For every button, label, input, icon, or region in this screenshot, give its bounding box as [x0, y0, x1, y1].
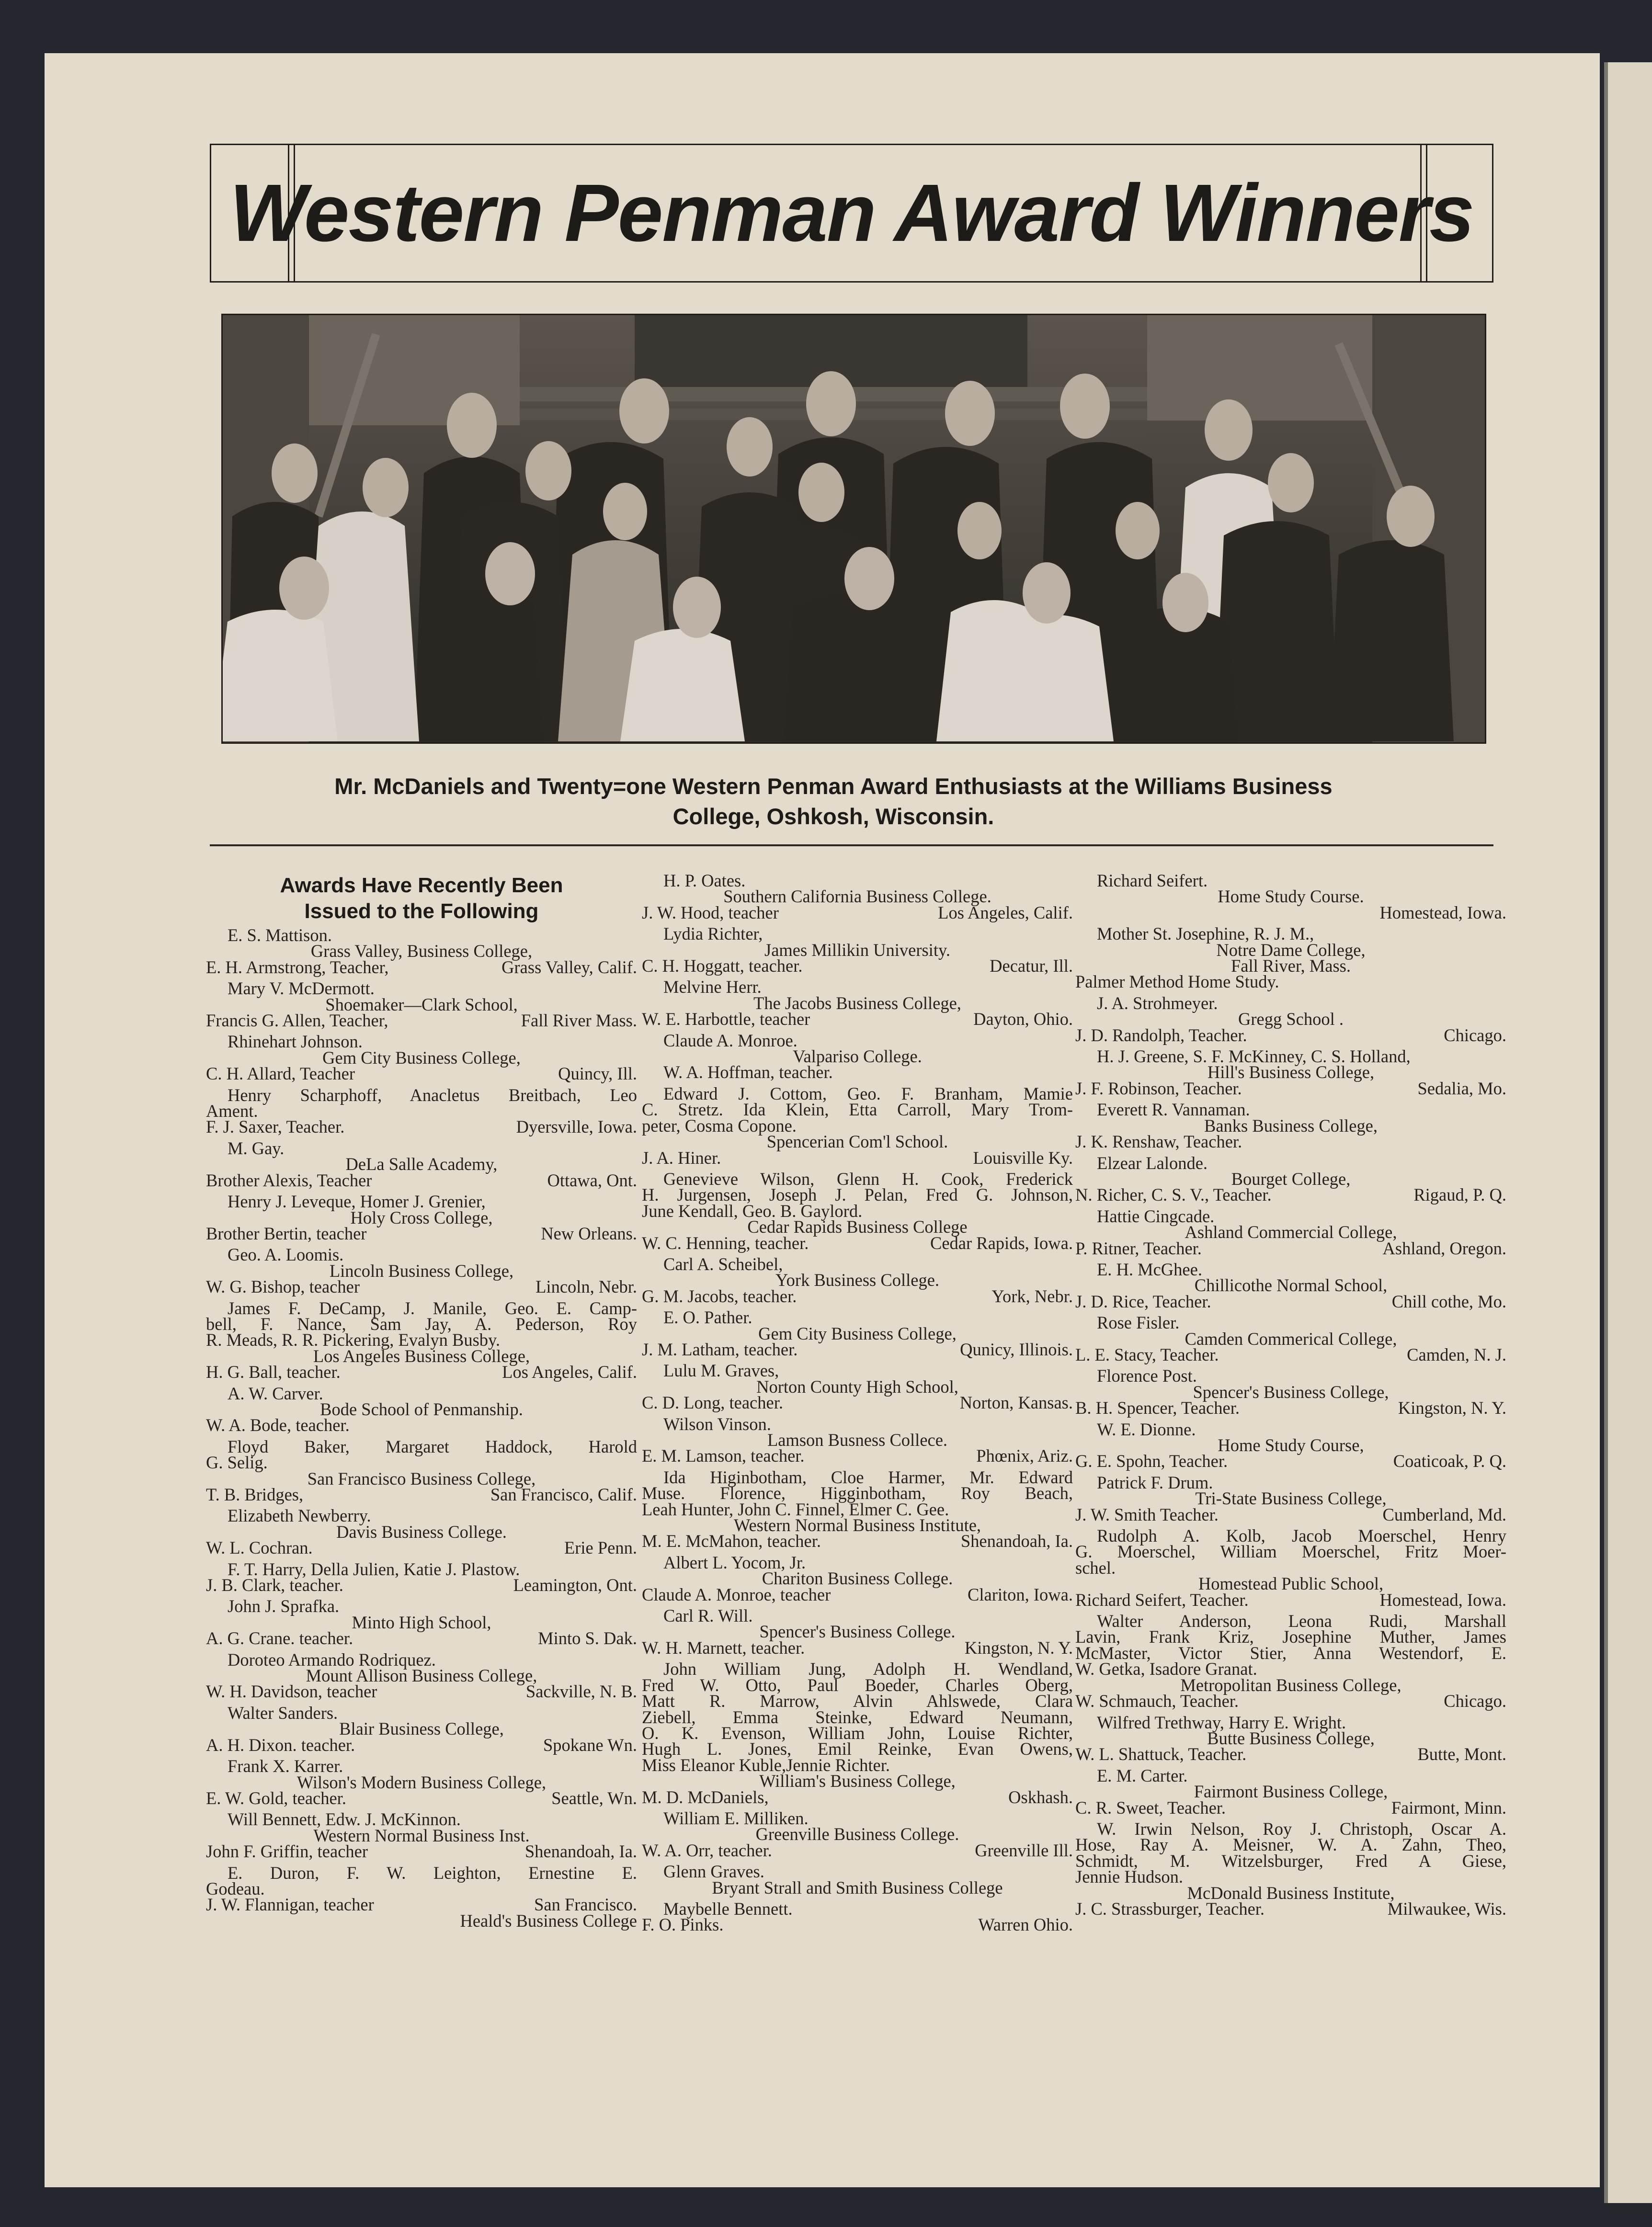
teacher-line: [642, 958, 1073, 974]
teacher-name: W. Schmauch, Teacher.: [1075, 1691, 1239, 1711]
location: Milwaukee, Wis.: [1387, 1898, 1506, 1919]
text-line: R. Meads, R. R. Pickering, Evalyn Busby.: [206, 1330, 501, 1350]
teacher-name: J. W. Flannigan, teacher: [206, 1895, 374, 1915]
student-names: Elzear Lalonde.: [1097, 1153, 1208, 1173]
location: Spokane Wn.: [543, 1735, 637, 1755]
teacher-line: [206, 1011, 637, 1031]
award-list: [1075, 873, 1506, 1917]
location: Los Angeles, Calif.: [502, 1362, 637, 1382]
section-divider: [210, 844, 1493, 846]
student-names: James F. DeCamp, J. Manile, Geo. E. Camp-: [228, 1298, 637, 1318]
student-names: F. T. Harry, Della Julien, Katie J. Plastow.: [228, 1559, 520, 1579]
location: New Orleans.: [541, 1223, 637, 1243]
student-names: Geo. A. Loomis.: [228, 1245, 344, 1265]
teacher-line: [642, 902, 1073, 922]
teacher-line: [206, 1279, 637, 1295]
school-name: DeLa Salle Academy,: [345, 1154, 498, 1174]
school-name: Metropolitan Business College,: [1180, 1675, 1401, 1695]
teacher-line: [206, 1737, 637, 1753]
student-names: Doroteo Armando Rodriquez.: [228, 1649, 436, 1670]
text-column-1: [206, 873, 637, 1929]
award-list: [642, 873, 1073, 1933]
text-line: Ament.: [206, 1101, 258, 1121]
student-names: A. W. Carver.: [228, 1383, 323, 1403]
student-names: Rudolph A. Kolb, Jacob Moerschel, Henry: [1097, 1526, 1506, 1546]
teacher-line: [206, 1540, 637, 1556]
teacher-name: J. A. Hiner.: [642, 1148, 721, 1168]
text-line: peter, Cosma Copone.: [642, 1115, 797, 1136]
award-list: [206, 927, 637, 1929]
student-names: Lydia Richter,: [663, 924, 763, 944]
teacher-name: J. W. Smith Teacher.: [1075, 1504, 1219, 1524]
caption-line: Mr. McDaniels and Twenty=one Western Penman Award Enthusiasts at the Williams Business: [334, 773, 1333, 799]
student-names: H. P. Oates.: [663, 871, 746, 890]
teacher-name: Francis G. Allen, Teacher,: [206, 1011, 388, 1031]
text-column-3: [1075, 873, 1506, 1917]
teacher-line: [1075, 1693, 1506, 1709]
location: Clariton, Iowa.: [968, 1584, 1073, 1604]
text-line: W. A. Bode, teacher.: [206, 1415, 350, 1435]
location: Coaticoak, P. Q.: [1393, 1451, 1506, 1471]
location: Kingston, N. Y.: [1398, 1398, 1506, 1418]
location: Cumberland, Md.: [1382, 1504, 1506, 1524]
student-names: Fred W. Otto, Paul Boeder, Charles Oberg,: [642, 1675, 1073, 1695]
student-names: Carl A. Scheibel,: [663, 1254, 783, 1274]
location: Grass Valley, Calif.: [501, 957, 637, 977]
student-names: E. O. Pather.: [663, 1307, 752, 1328]
teacher-name: A. H. Dixon. teacher.: [206, 1735, 355, 1755]
student-names: William E. Milliken.: [663, 1808, 809, 1828]
heading-line: Issued to the Following: [304, 899, 539, 923]
student-names: C. Stretz. Ida Klein, Etta Carroll, Mary Trom-: [642, 1100, 1073, 1120]
page-gutter-shadow: [1604, 62, 1608, 2203]
location: Kingston, N. Y.: [964, 1637, 1073, 1658]
teacher-name: G. E. Spohn, Teacher.: [1075, 1451, 1228, 1471]
location: Homestead, Iowa.: [1379, 1590, 1506, 1610]
location: Seattle, Wn.: [551, 1788, 637, 1808]
student-names: Maybelle Bennett.: [663, 1898, 793, 1919]
teacher-line: [1075, 1291, 1506, 1311]
teacher-line: [206, 1172, 637, 1188]
student-names: Will Bennett, Edw. J. McKinnon.: [228, 1809, 461, 1829]
teacher-name: C. D. Long, teacher.: [642, 1393, 783, 1413]
teacher-line: [1075, 1080, 1506, 1096]
school-name: York Business College.: [775, 1270, 940, 1290]
teacher-line: [206, 1841, 637, 1862]
school-location: Heald's Business College: [460, 1910, 637, 1931]
school-name: Southern California Business College.: [723, 886, 991, 907]
student-names: W. E. Dionne.: [1097, 1419, 1196, 1439]
teacher-line: [642, 1235, 1073, 1251]
awards-heading: [206, 873, 637, 924]
teacher-name: E. M. Lamson, teacher.: [642, 1446, 805, 1466]
school-name: Minto High School,: [352, 1612, 491, 1632]
school-name: Spencerian Com'l School.: [766, 1132, 948, 1152]
student-names: Claude A. Monroe.: [663, 1030, 798, 1050]
school-name: Banks Business College,: [1204, 1115, 1378, 1136]
teacher-name: C. R. Sweet, Teacher.: [1075, 1797, 1226, 1818]
teacher-line: [206, 1630, 637, 1646]
teacher-name: T. B. Bridges,: [206, 1485, 304, 1504]
student-names: John William Jung, Adolph H. Wendland,: [663, 1659, 1073, 1679]
group-photograph: [221, 314, 1486, 744]
text-line: G. Selig.: [206, 1453, 268, 1473]
student-names: H. Jurgensen, Joseph J. Pelan, Fred G. Johnson,: [642, 1185, 1073, 1205]
school-name: Blair Business College,: [339, 1719, 504, 1739]
text-line: June Kendall, Geo. B. Gaylord.: [642, 1201, 863, 1221]
teacher-line: [206, 1682, 637, 1702]
adjacent-page-edge: [1607, 62, 1652, 2203]
student-names: Mary V. McDermott.: [228, 978, 375, 999]
school-name: Greenville Business College.: [755, 1824, 959, 1844]
teacher-line: [1075, 1344, 1506, 1364]
school-name: Spencer's Business College,: [1193, 1382, 1389, 1402]
student-names: Schmidt, M. Witzelsburger, Fred A Giese,: [1075, 1851, 1506, 1871]
location: Chill cothe, Mo.: [1391, 1291, 1506, 1311]
teacher-line: [206, 1577, 637, 1593]
student-names: Lavin, Frank Kriz, Josephine Muther, James: [1075, 1627, 1506, 1647]
school-name: Western Normal Business Inst.: [313, 1825, 530, 1845]
teacher-line: [206, 1119, 637, 1135]
student-names: O. K. Evenson, William John, Louise Richter,: [642, 1723, 1073, 1743]
student-names: E. S. Mattison.: [228, 925, 332, 945]
location: Shenandoah, Ia.: [524, 1841, 637, 1862]
teacher-line: [1075, 1453, 1506, 1469]
text-column-2: [642, 873, 1073, 1933]
student-names: E. M. Carter.: [1097, 1765, 1188, 1785]
photo-caption: [144, 771, 1523, 831]
teacher-name: Brother Bertin, teacher: [206, 1223, 367, 1243]
teacher-name: J. C. Strassburger, Teacher.: [1075, 1898, 1265, 1919]
location: Rigaud, P. Q.: [1413, 1185, 1506, 1205]
school-name: Ashland Commercial College,: [1185, 1222, 1397, 1242]
student-names: Rhinehart Johnson.: [228, 1032, 363, 1052]
location: Oskhash.: [1008, 1787, 1073, 1807]
teacher-name: W. H. Marnett, teacher.: [642, 1637, 805, 1658]
school-name: Spencer's Business College.: [759, 1622, 956, 1642]
school-name: Shoemaker—Clark School,: [325, 994, 518, 1014]
teacher-line: [1075, 1027, 1506, 1043]
location: Cedar Rapids, Iowa.: [930, 1233, 1073, 1253]
location: York, Nebr.: [991, 1286, 1073, 1306]
location: Shenandoah, Ia.: [960, 1531, 1073, 1551]
teacher-line: [642, 1637, 1073, 1658]
location: Warren Ohio.: [978, 1915, 1073, 1935]
teacher-name: F. J. Saxer, Teacher.: [206, 1117, 345, 1137]
school-name: Holy Cross College,: [350, 1207, 493, 1227]
student-names: Walter Anderson, Leona Rudi, Marshall: [1097, 1611, 1506, 1631]
student-names: Hose, Ray A. Meisner, W. A. Zahn, Theo,: [1075, 1835, 1506, 1855]
school-name: The Jacobs Business College,: [753, 993, 961, 1013]
location: Chicago.: [1444, 1025, 1506, 1045]
location: Sackville, N. B.: [525, 1682, 637, 1702]
student-names: Hugh L. Jones, Emil Reinke, Evan Owens,: [642, 1739, 1073, 1759]
location: Decatur, Ill.: [990, 956, 1073, 976]
school-name: Los Angeles Business College,: [313, 1346, 530, 1366]
student-names: Matt R. Marrow, Alvin Ahlswede, Clara: [642, 1691, 1073, 1711]
location: Camden, N. J.: [1407, 1344, 1506, 1364]
school-name: Lamson Busness Collece.: [767, 1430, 948, 1450]
teacher-name: E. H. Armstrong, Teacher,: [206, 957, 389, 977]
teacher-name: A. G. Crane. teacher.: [206, 1628, 353, 1648]
school-name: Chillicothe Normal School,: [1194, 1275, 1388, 1295]
text-line: J. K. Renshaw, Teacher.: [1075, 1132, 1242, 1152]
location: Chicago.: [1444, 1691, 1506, 1711]
student-names: Wilson Vinson.: [663, 1414, 771, 1434]
student-names: Carl R. Will.: [663, 1606, 753, 1626]
school-name: Western Normal Business Institute,: [733, 1515, 981, 1535]
school-name: Davis Business College.: [336, 1522, 507, 1542]
text-line: Godeau.: [206, 1878, 265, 1898]
school-name: Tri-State Business College,: [1195, 1488, 1387, 1509]
teacher-line: [642, 1448, 1073, 1464]
school-name: Gregg School .: [1238, 1009, 1344, 1029]
location: Louisville Ky.: [973, 1148, 1073, 1168]
teacher-line: [1075, 1400, 1506, 1416]
text-line: Leah Hunter, John C. Finnel, Elmer C. Gee.: [642, 1499, 949, 1519]
student-names: bell, F. Nance, Sam Jay, A. Pederson, Roy: [206, 1314, 637, 1334]
school-name: Gem City Business College,: [758, 1323, 957, 1343]
student-names: Henry Scharphoff, Anacletus Breitbach, Leo: [228, 1085, 637, 1105]
photo-illustration: [223, 315, 1485, 742]
school-name: Mount Allison Business College,: [306, 1666, 537, 1686]
page-title: Western Penman Award Winners: [229, 168, 1474, 259]
title-banner: [210, 144, 1493, 283]
teacher-name: W. L. Shattuck, Teacher.: [1075, 1744, 1247, 1764]
student-names: Rose Fisler.: [1097, 1313, 1180, 1333]
student-names: G. Moerschel, William Moerschel, Fritz Moer-: [1075, 1542, 1506, 1562]
student-names: Muse. Florence, Higginbotham, Roy Beach,: [642, 1483, 1073, 1503]
location: Dyersville, Iowa.: [516, 1117, 637, 1137]
location: Minto S. Dak.: [538, 1628, 637, 1648]
school-name: Home Study Course,: [1218, 1435, 1364, 1455]
location: Phœnix, Ariz.: [976, 1446, 1073, 1466]
student-names: W. Irwin Nelson, Roy J. Christoph, Oscar A.: [1097, 1818, 1506, 1839]
school-name: Norton County High School,: [756, 1376, 958, 1397]
school-name: Gem City Business College,: [322, 1047, 521, 1068]
student-names: Genevieve Wilson, Glenn H. Cook, Frederick: [663, 1169, 1073, 1189]
location: Quincy, Ill.: [558, 1064, 637, 1084]
teacher-name: Claude A. Monroe, teacher: [642, 1584, 831, 1604]
teacher-line: [642, 1584, 1073, 1604]
teacher-name: M. E. McMahon, teacher.: [642, 1531, 821, 1551]
location: Dayton, Ohio.: [973, 1009, 1073, 1029]
location: Fairmont, Minn.: [1391, 1797, 1506, 1818]
teacher-name: P. Ritner, Teacher.: [1075, 1238, 1202, 1258]
teacher-line: [206, 1223, 637, 1243]
student-names: McMaster, Victor Stier, Anna Westendorf, E.: [1075, 1643, 1506, 1663]
teacher-line: [642, 1150, 1073, 1166]
school-name: Bryant Strall and Smith Business College: [712, 1877, 1003, 1897]
student-names: E. H. McGhee.: [1097, 1259, 1202, 1279]
school-name: Grass Valley, Business College,: [310, 941, 533, 961]
student-names: Melvine Herr.: [663, 977, 762, 997]
teacher-name: W. C. Henning, teacher.: [642, 1233, 809, 1253]
location: Ottawa, Ont.: [547, 1170, 637, 1190]
school-name: Camden Commerical College,: [1185, 1329, 1397, 1349]
student-names: Ziebell, Emma Steinke, Edward Neumann,: [642, 1707, 1073, 1727]
teacher-name: J. F. Robinson, Teacher.: [1075, 1078, 1242, 1098]
location: San Francisco, Calif.: [490, 1485, 637, 1504]
student-names: Henry J. Leveque, Homer J. Grenier,: [228, 1192, 486, 1212]
text-line: Palmer Method Home Study.: [1075, 972, 1279, 992]
teacher-name: G. M. Jacobs, teacher.: [642, 1286, 797, 1306]
student-names: Frank X. Karrer.: [228, 1756, 343, 1776]
teacher-line: [1075, 1592, 1506, 1608]
school-name: Fall River, Mass.: [1231, 956, 1351, 976]
teacher-name: M. D. McDaniels,: [642, 1787, 769, 1807]
teacher-line: [206, 1895, 637, 1915]
school-name: William's Business College,: [759, 1771, 956, 1791]
student-names: Edward J. Cottom, Geo. F. Branham, Mamie: [663, 1083, 1073, 1103]
student-names: Lulu M. Graves,: [663, 1361, 779, 1381]
teacher-line: [642, 1341, 1073, 1357]
student-names: Floyd Baker, Margaret Haddock, Harold: [228, 1436, 637, 1456]
student-names: Glenn Graves.: [663, 1862, 764, 1882]
text-line: Jennie Hudson.: [1075, 1867, 1184, 1887]
teacher-line: [642, 1915, 1073, 1935]
school-name: Cedar Rapids Business College: [747, 1217, 968, 1237]
teacher-name: J. M. Latham, teacher.: [642, 1339, 798, 1359]
location: Lincoln, Nebr.: [535, 1277, 637, 1297]
school-name: San Francisco Business College,: [307, 1468, 536, 1488]
school-name: James Millikin University.: [764, 940, 950, 960]
teacher-name: H. G. Ball, teacher.: [206, 1362, 341, 1382]
student-names: Hattie Cingcade.: [1097, 1206, 1215, 1226]
school-name: Valpariso College.: [793, 1046, 922, 1067]
teacher-line: [1075, 1898, 1506, 1919]
student-names: Florence Post.: [1097, 1366, 1197, 1386]
teacher-line: [642, 1011, 1073, 1027]
location: Los Angeles, Calif.: [938, 902, 1073, 922]
teacher-name: C. H. Allard, Teacher: [206, 1064, 355, 1084]
teacher-name: W. E. Harbottle, teacher: [642, 1009, 810, 1029]
location: Butte, Mont.: [1417, 1744, 1506, 1764]
teacher-line: [206, 1790, 637, 1806]
caption-line: College, Oshkosh, Wisconsin.: [672, 804, 994, 829]
student-names: Wilfred Trethway, Harry E. Wright.: [1097, 1712, 1346, 1732]
teacher-name: L. E. Stacy, Teacher.: [1075, 1344, 1219, 1364]
student-names: J. A. Strohmeyer.: [1097, 993, 1218, 1013]
teacher-line: [1075, 1797, 1506, 1818]
teacher-name: Richard Seifert, Teacher.: [1075, 1590, 1249, 1610]
text-line: Miss Eleanor Kuble,Jennie Richter.: [642, 1755, 890, 1775]
school-name: Bode School of Penmanship.: [320, 1399, 523, 1419]
student-names: M. Gay.: [228, 1138, 285, 1158]
school-name: Notre Dame College,: [1216, 940, 1366, 960]
school-location: Homestead, Iowa.: [1379, 902, 1506, 922]
teacher-line: [1075, 1504, 1506, 1524]
teacher-name: J. B. Clark, teacher.: [206, 1575, 343, 1595]
school-name: Fairmont Business College,: [1194, 1782, 1388, 1802]
location: Leamington, Ont.: [513, 1575, 637, 1595]
text-line: W. Getka, Isadore Granat.: [1075, 1659, 1257, 1679]
location: Erie Penn.: [564, 1538, 637, 1558]
teacher-line: [642, 1789, 1073, 1805]
teacher-line: [642, 1288, 1073, 1304]
location: Qunicy, Illinois.: [960, 1339, 1073, 1359]
teacher-name: J. D. Rice, Teacher.: [1075, 1291, 1211, 1311]
teacher-name: John F. Griffin, teacher: [206, 1841, 368, 1862]
teacher-line: [206, 1487, 637, 1502]
location: Fall River Mass.: [521, 1011, 637, 1031]
school-name: McDonald Business Institute,: [1187, 1883, 1395, 1903]
student-names: Albert L. Yocom, Jr.: [663, 1552, 806, 1572]
text-line: schel.: [1075, 1557, 1116, 1578]
teacher-line: [206, 1064, 637, 1084]
teacher-line: [1075, 1746, 1506, 1762]
heading-line: Awards Have Recently Been: [280, 874, 563, 897]
teacher-line: [1075, 1187, 1506, 1203]
student-names: Richard Seifert.: [1097, 871, 1208, 890]
teacher-name: C. H. Hoggatt, teacher.: [642, 956, 803, 976]
teacher-line: [642, 1393, 1073, 1413]
teacher-name: E. W. Gold, teacher.: [206, 1788, 346, 1808]
school-name: Hill's Business College,: [1207, 1062, 1375, 1082]
student-names: Elizabeth Newberry.: [228, 1506, 371, 1526]
student-names: Patrick F. Drum.: [1097, 1472, 1213, 1492]
school-name: Lincoln Business College,: [329, 1261, 514, 1281]
teacher-line: [206, 1364, 637, 1380]
teacher-name: J. D. Randolph, Teacher.: [1075, 1025, 1247, 1045]
student-names: H. J. Greene, S. F. McKinney, C. S. Holland,: [1097, 1046, 1411, 1067]
teacher-name: W. G. Bishop, teacher: [206, 1277, 360, 1297]
teacher-line: [642, 1842, 1073, 1858]
school-name: Chariton Business College.: [762, 1568, 953, 1589]
teacher-line: [642, 1533, 1073, 1549]
location: Norton, Kansas.: [959, 1393, 1073, 1413]
teacher-line: [206, 959, 637, 975]
school-name: Bourget College,: [1231, 1169, 1351, 1189]
location: Ashland, Oregon.: [1382, 1238, 1506, 1258]
student-names: Mother St. Josephine, R. J. M.,: [1097, 924, 1314, 944]
teacher-name: W. L. Cochran.: [206, 1538, 313, 1558]
student-names: John J. Sprafka.: [228, 1596, 340, 1616]
teacher-line: [1075, 1240, 1506, 1256]
school-name: Butte Business College,: [1207, 1728, 1375, 1748]
location: Sedalia, Mo.: [1417, 1078, 1506, 1098]
location: Greenville Ill.: [975, 1840, 1073, 1860]
teacher-name: N. Richer, C. S. V., Teacher.: [1075, 1185, 1272, 1205]
teacher-name: W. A. Orr, teacher.: [642, 1840, 772, 1860]
teacher-name: F. O. Pinks.: [642, 1915, 724, 1935]
student-names: E. Duron, F. W. Leighton, Ernestine E.: [228, 1863, 637, 1883]
location: San Francisco.: [534, 1895, 637, 1915]
teacher-name: W. H. Davidson, teacher: [206, 1682, 377, 1702]
school-name: Home Study Course.: [1218, 886, 1364, 907]
student-names: Ida Higinbotham, Cloe Harmer, Mr. Edward: [663, 1467, 1073, 1487]
student-names: Walter Sanders.: [228, 1703, 338, 1723]
teacher-name: J. W. Hood, teacher: [642, 902, 779, 922]
teacher-name: Brother Alexis, Teacher: [206, 1170, 372, 1190]
student-names: W. A. Hoffman, teacher.: [663, 1062, 833, 1082]
student-names: Everett R. Vannaman.: [1097, 1100, 1250, 1120]
teacher-name: B. H. Spencer, Teacher.: [1075, 1398, 1240, 1418]
school-name: Wilson's Modern Business College,: [296, 1772, 547, 1792]
school-name: Homestead Public School,: [1198, 1574, 1384, 1594]
